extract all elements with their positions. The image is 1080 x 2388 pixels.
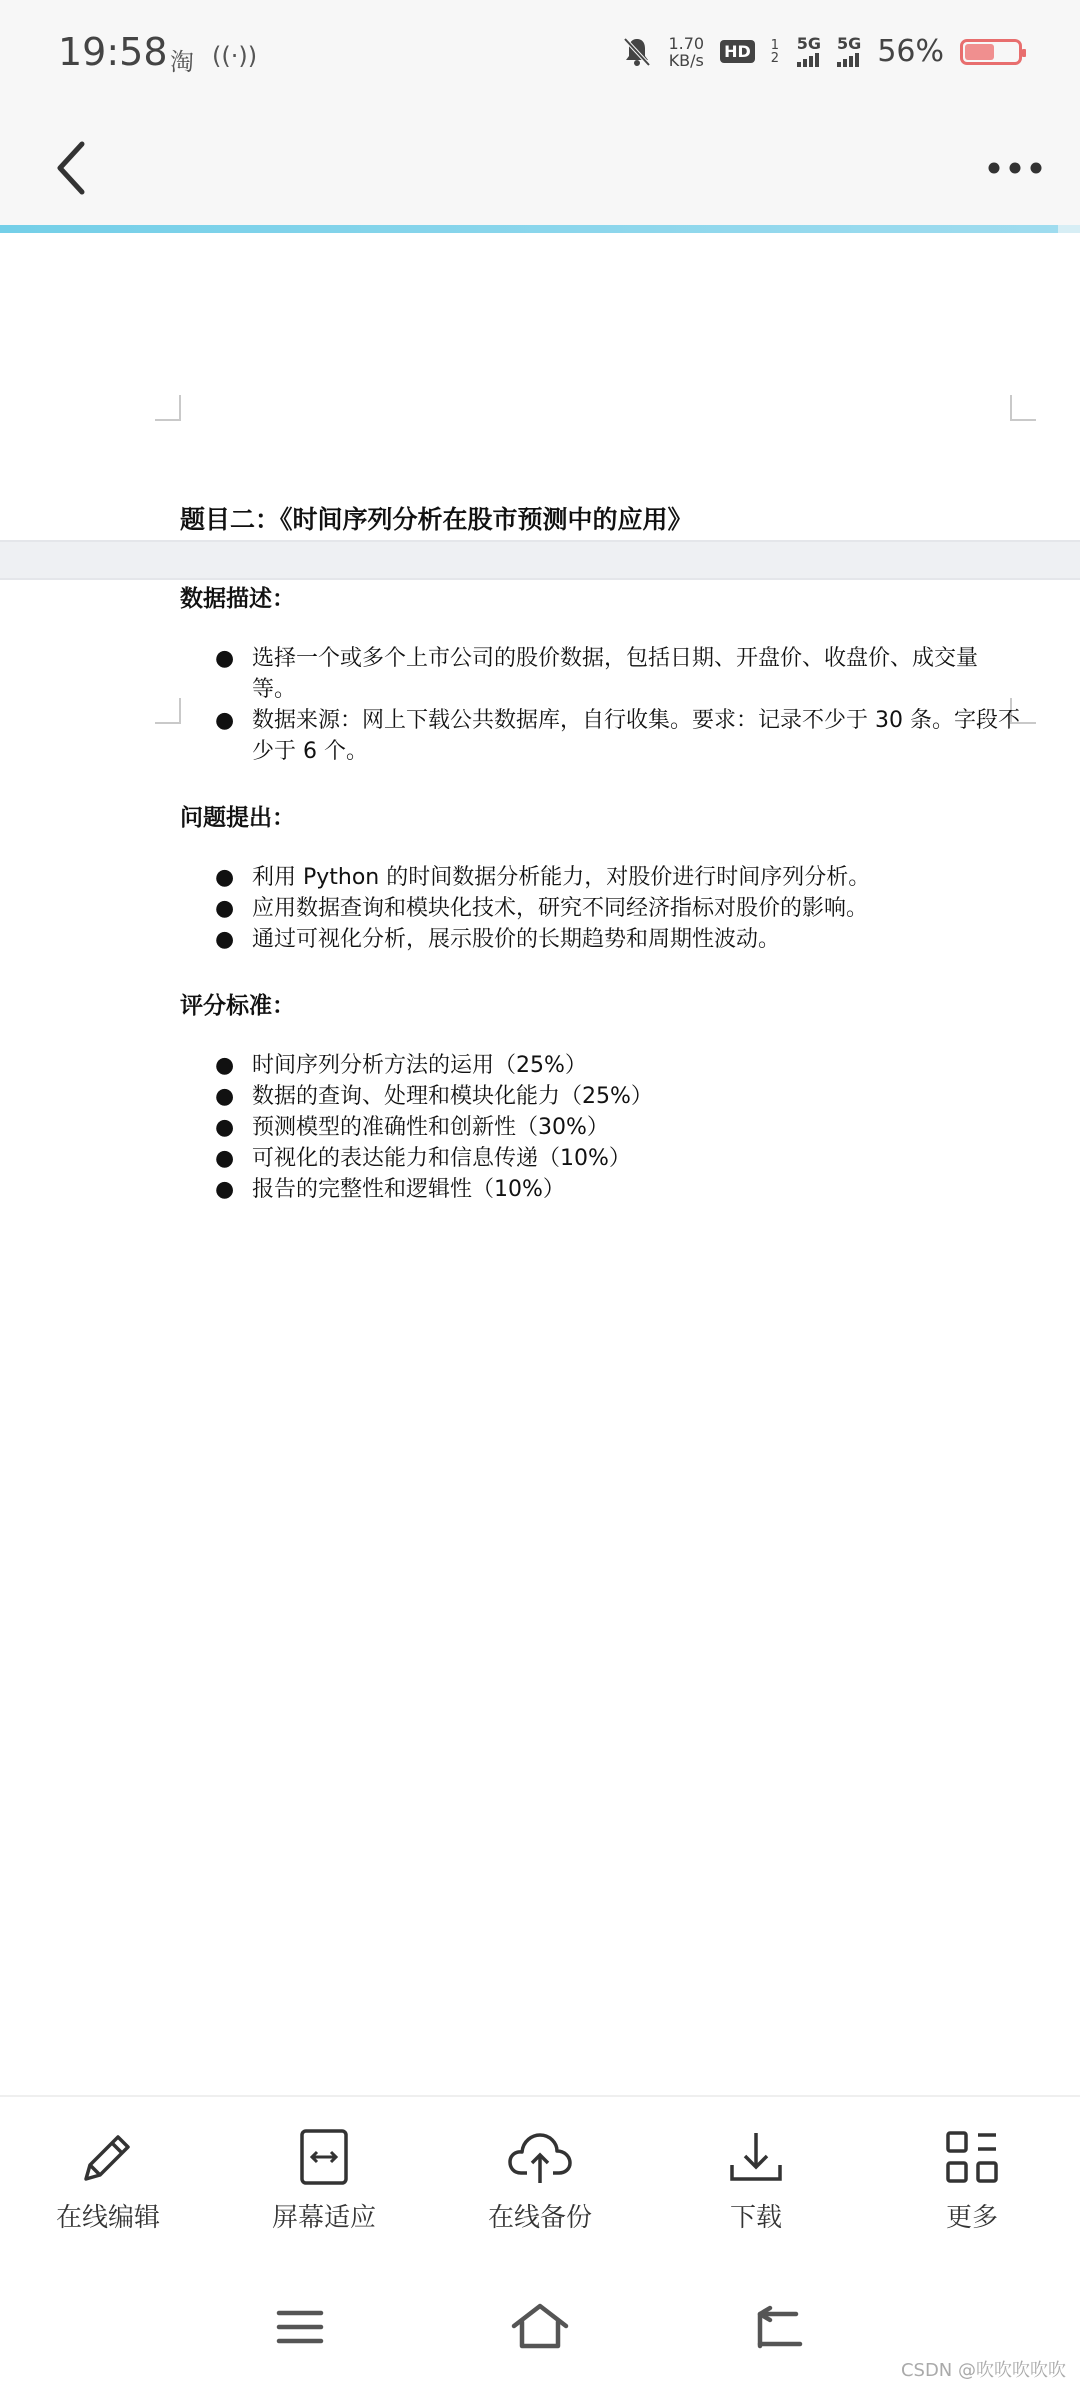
nav-home-button[interactable] [505,2292,575,2362]
fit-screen-button[interactable] [234,2097,414,2272]
section-heading: 数据描述： [180,586,295,612]
bullet-list [180,643,1020,767]
download-icon [726,2127,786,2187]
signal-label-2: 5G [837,33,862,53]
net-speed-unit: KB/s [668,50,704,70]
pencil-icon [78,2127,138,2187]
status-right-icons [622,34,1022,69]
list-item: ● 数据的查询、处理和模块化能力（25%） [180,1081,1020,1112]
toolbar-label: 在线编辑 [55,2203,160,2233]
more-tools-button[interactable] [882,2097,1062,2272]
load-progress-bar [0,225,1080,233]
signal-label-1: 5G [796,33,822,53]
net-speed [668,35,704,69]
back-button[interactable] [30,118,110,218]
page-corner-mark [155,698,181,724]
document-content [180,500,1020,1237]
back-icon [754,2304,806,2350]
status-time: 19:58 [58,30,168,74]
bullet-list [180,1050,1020,1205]
signal-bars-icon [797,51,819,67]
watermark: CSDN @吹吹吹吹吹 [900,2360,1066,2381]
battery-percent: 56% [877,34,944,69]
hd-sub: 1 2 [770,37,780,66]
system-nav-bar [0,2270,1080,2388]
signal-bars-icon [837,51,859,67]
status-left-icons [170,42,257,77]
more-button[interactable] [970,118,1060,218]
section-heading: 评分标准： [180,993,295,1019]
signal-5g-1 [796,33,822,67]
signal-5g-2 [837,33,862,67]
list-item: ● 可视化的表达能力和信息传递（10%） [180,1143,1020,1174]
toolbar-label: 屏幕适应 [271,2203,376,2233]
bottom-toolbar [0,2095,1080,2272]
load-progress-fill [0,225,1058,233]
download-button[interactable] [666,2097,846,2272]
page-corner-mark [155,395,181,421]
toolbar-label: 在线备份 [487,2203,592,2233]
status-bar [0,0,1080,110]
taobao-icon: 淘 [170,48,194,76]
online-backup-button[interactable] [450,2097,630,2272]
list-item: ● 预测模型的准确性和创新性（30%） [180,1112,1020,1143]
list-item: ● 报告的完整性和逻辑性（10%） [180,1174,1020,1205]
cloud-upload-icon [507,2127,573,2187]
hd-icon: HD [720,40,755,63]
battery-icon [960,39,1022,65]
home-icon [510,2302,570,2352]
list-item: ● 利用 Python 的时间数据分析能力，对股价进行时间序列分析。 [180,862,1020,893]
page-corner-mark [1010,395,1036,421]
mute-bell-icon [622,36,652,68]
list-item: ● 应用数据查询和模块化技术，研究不同经济指标对股价的影响。 [180,893,1020,924]
toolbar-label: 更多 [945,2203,998,2233]
bullet-list [180,862,1020,955]
fit-screen-icon [294,2127,354,2187]
net-speed-value: 1.70 [668,33,705,53]
menu-icon [275,2307,325,2347]
list-item: ● 通过可视化分析，展示股价的长期趋势和周期性波动。 [180,924,1020,955]
online-edit-button[interactable] [18,2097,198,2272]
toolbar-label: 下载 [729,2203,782,2233]
battery-fill [965,44,994,60]
document-title: 题目二：《时间序列分析在股市预测中的应用》 [180,505,693,534]
nav-menu-button[interactable] [265,2292,335,2362]
grid-icon [942,2127,1002,2187]
section-heading: 问题提出： [180,805,295,831]
list-item: ● 选择一个或多个上市公司的股价数据，包括日期、开盘价、收盘价、成交量等。 [180,643,1020,705]
app-header [0,110,1080,225]
list-item: ● 时间序列分析方法的运用（25%） [180,1050,1020,1081]
nav-back-button[interactable] [745,2292,815,2362]
hotspot-icon: ((·)) [212,42,258,70]
more-horizontal-icon [987,161,1043,175]
list-item: ● 数据来源：网上下载公共数据库，自行收集。要求：记录不少于 30 条。字段不少于 6 个。 [180,705,1020,767]
chevron-left-icon [50,138,90,198]
